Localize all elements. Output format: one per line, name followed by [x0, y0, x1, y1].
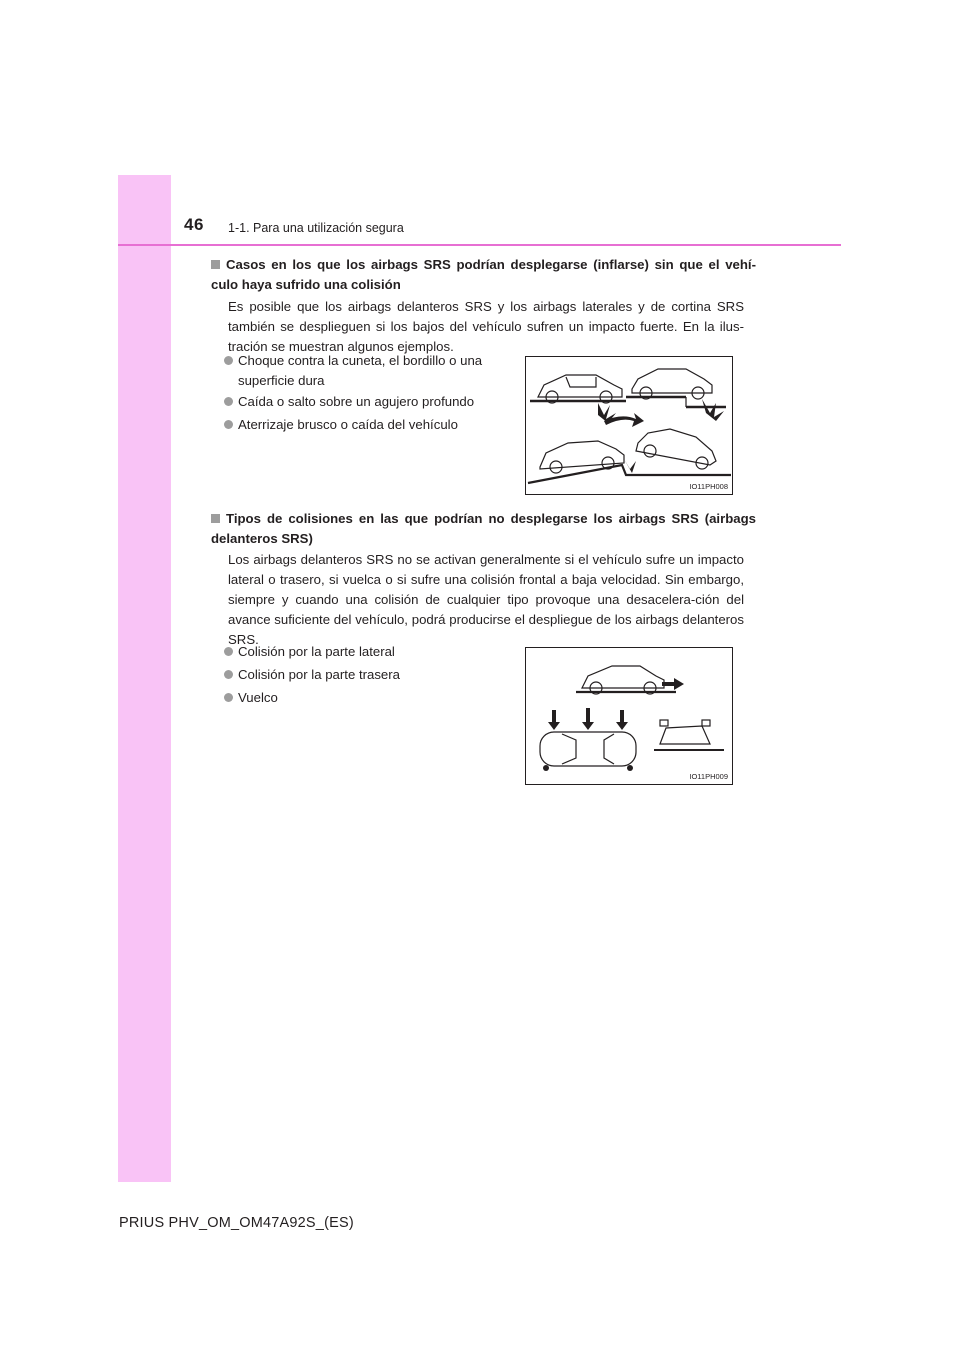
figure-code: IO11PH008: [689, 482, 728, 491]
figure-undercarriage-impacts: [525, 356, 733, 495]
section1-body: Es posible que los airbags delanteros SRS y los airbags laterales y de cortina SRS también se desplieguen si los bajos del vehículo sufren un impacto fuerte. En la ilus-tración se muestran algunos ejemplos.: [228, 299, 744, 354]
section2-heading: Tipos de colisiones en las que podrían no desplegarse los airbags SRS (airbags delanteros SRS): [211, 511, 756, 546]
figure-code: IO11PH009: [689, 772, 728, 781]
bullet-dot-icon: [224, 670, 233, 679]
bullet-dot-icon: [224, 420, 233, 429]
page-number: 46: [184, 215, 204, 234]
section1-bullet-3: Aterrizaje brusco o caída del vehículo: [224, 415, 458, 435]
figure-no-deploy-collisions: [525, 647, 733, 785]
section1-bullet-2: Caída o salto sobre un agujero profundo: [224, 392, 474, 412]
collision-types-illustration: [526, 648, 732, 784]
bullet-dot-icon: [224, 647, 233, 656]
section-title: 1-1. Para una utilización segura: [228, 221, 404, 235]
section2-bullet-3: Vuelco: [224, 688, 278, 708]
section2-body: Los airbags delanteros SRS no se activan generalmente si el vehículo sufre un impacto lateral o trasero, si vuelca o si sufre una colisión frontal a baja velocidad. Sin embargo, siempre y cuando una colisión de cualquier tipo provoque una desacelera-ción del avance suficiente del vehículo, podrá producirse el despliegue de los airbags delanteros SRS.: [228, 552, 744, 647]
header-rule: [118, 244, 841, 246]
bullet-dot-icon: [224, 356, 233, 365]
bullet-dot-icon: [224, 693, 233, 702]
section2-bullet-2: Colisión por la parte trasera: [224, 665, 400, 685]
page-sidebar-tab: [118, 175, 171, 1182]
square-bullet-icon: [211, 514, 220, 523]
square-bullet-icon: [211, 260, 220, 269]
car-impact-illustration: [526, 357, 732, 494]
section2-bullet-1: Colisión por la parte lateral: [224, 642, 395, 662]
section1-bullet-1: Choque contra la cuneta, el bordillo o una superficie dura: [224, 351, 500, 391]
bullet-dot-icon: [224, 397, 233, 406]
header-band: [118, 175, 171, 245]
section1-heading: Casos en los que los airbags SRS podrían desplegarse (inflarse) sin que el vehí-culo haya sufrido una colisión: [211, 257, 756, 292]
document-id: PRIUS PHV_OM_OM47A92S_(ES): [119, 1215, 354, 1231]
